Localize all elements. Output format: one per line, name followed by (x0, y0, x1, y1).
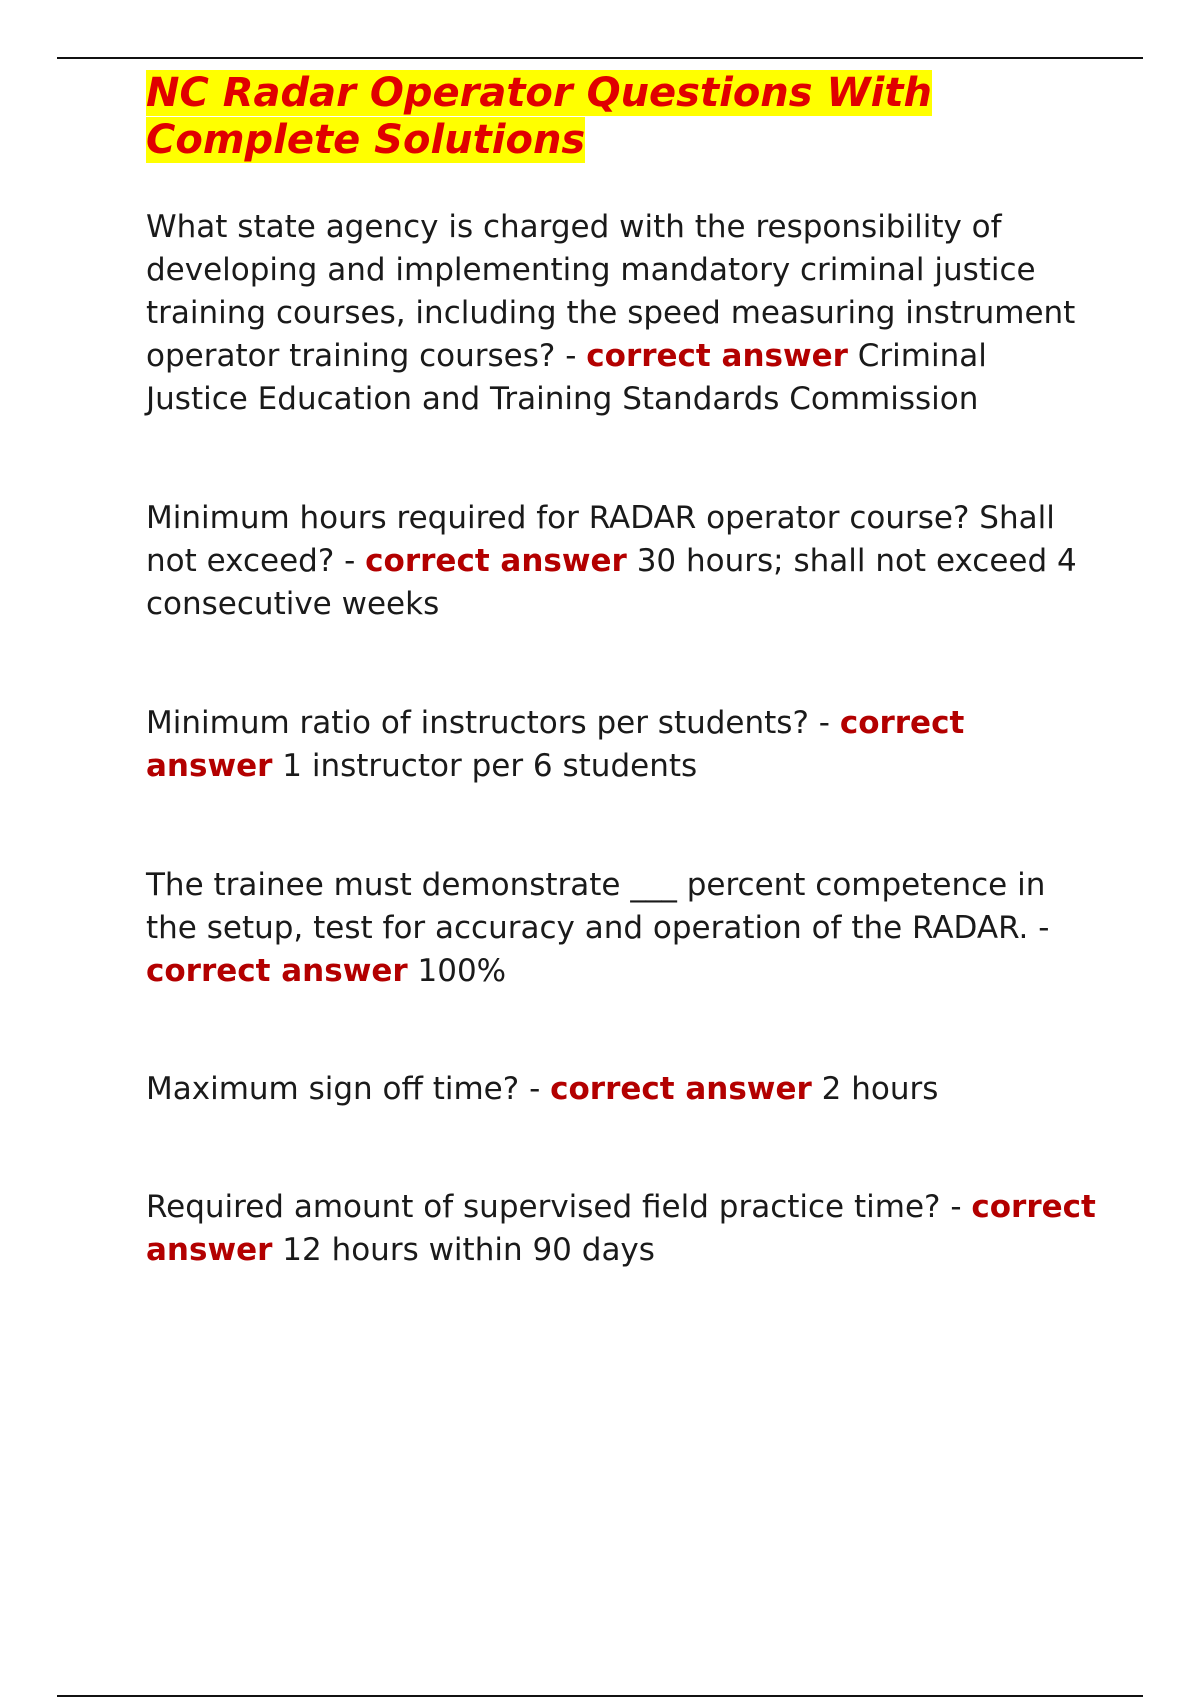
answer-label: correct answer (550, 1071, 812, 1107)
answer-text: 2 hours (821, 1071, 939, 1107)
answer-label: correct answer (146, 953, 408, 989)
answer-label: correct answer (146, 705, 965, 784)
question-text: Maximum sign off time? - (146, 1071, 551, 1107)
qa-item (146, 497, 1096, 626)
title-line-2: Complete Solutions (146, 117, 586, 163)
qa-item (146, 206, 1096, 421)
answer-text: 100% (417, 953, 507, 989)
bottom-rule (57, 1695, 1143, 1697)
qa-item (146, 864, 1096, 993)
answer-text: 1 instructor per 6 students (282, 748, 698, 784)
qa-item (146, 702, 1096, 788)
answer-text: 30 hours; shall not exceed 4 consecutive weeks (146, 543, 1077, 622)
question-text: Minimum hours required for RADAR operator course? Shall not exceed? - (146, 500, 1055, 579)
answer-label: correct answer (146, 1189, 1096, 1268)
answer-text: Criminal Justice Education and Training Standards Commission (146, 338, 987, 417)
qa-item (146, 1068, 1096, 1111)
qa-item (146, 1186, 1096, 1272)
document-title (146, 70, 1096, 164)
answer-text: 12 hours within 90 days (282, 1232, 655, 1268)
answer-label: correct answer (365, 543, 627, 579)
question-text: Required amount of supervised field practice time? - (146, 1189, 972, 1225)
question-text: What state agency is charged with the responsibility of developing and implementing mandatory criminal justice training courses, including the speed measuring instrument operator training courses? - (146, 209, 1076, 374)
question-text: Minimum ratio of instructors per students? - (146, 705, 840, 741)
question-text: The trainee must demonstrate ___ percent competence in the setup, test for accuracy and operation of the RADAR. - (146, 867, 1050, 946)
title-line-1: NC Radar Operator Questions With (146, 70, 932, 116)
document-body (146, 70, 1096, 1272)
answer-label: correct answer (586, 338, 848, 374)
top-rule (57, 57, 1143, 59)
